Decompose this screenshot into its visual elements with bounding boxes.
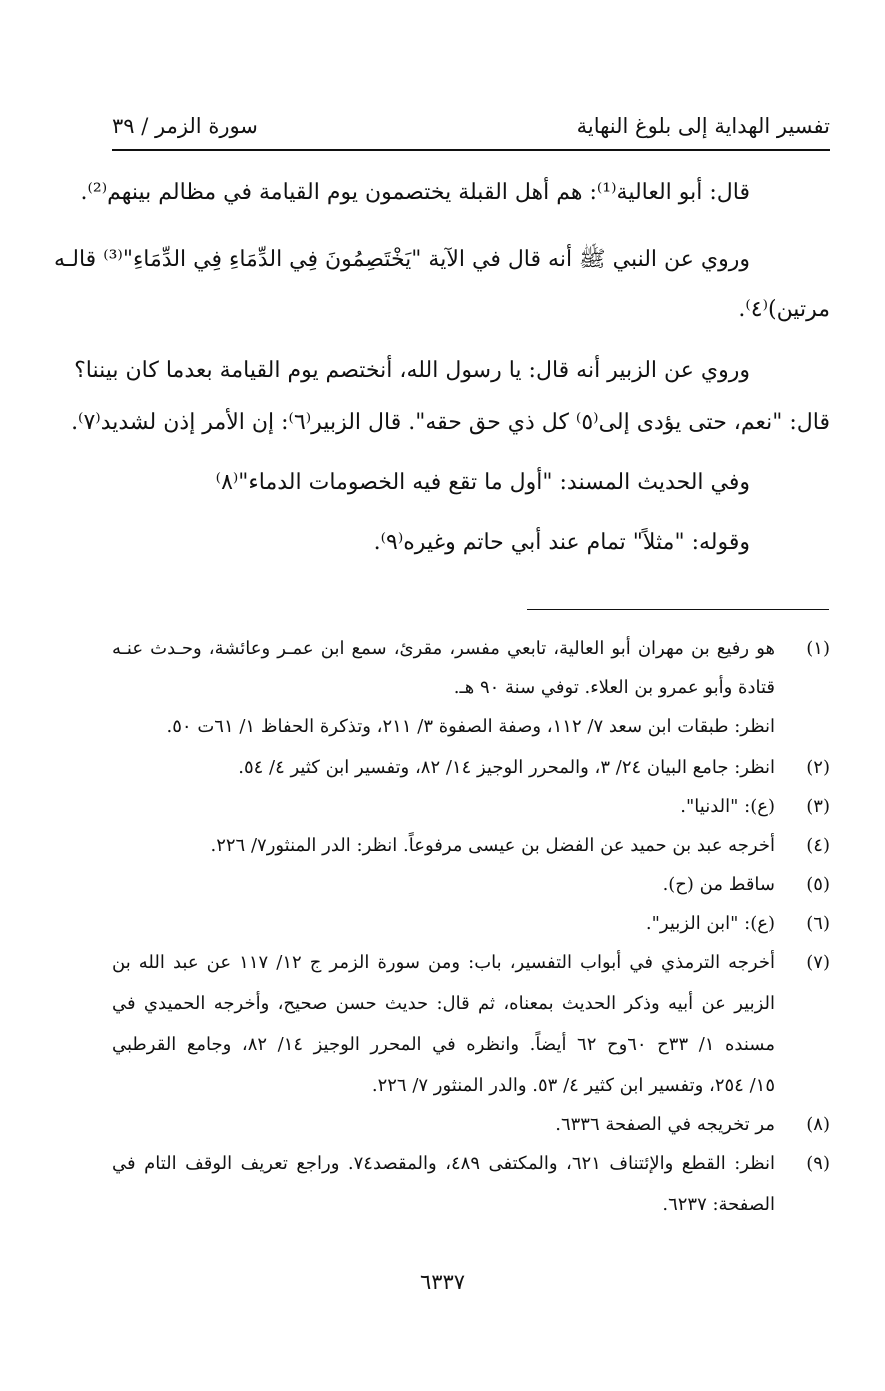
footnote-number: (٩) <box>806 1153 830 1174</box>
footnote-text: انظر: جامع البيان ٢٤/ ٣، والمحرر الوجيز ١٤/ ٨٢، وتفسير ابن كثير ٤/ ٥٤. <box>238 757 775 778</box>
footnote-text: الصفحة: ٦٢٣٧. <box>662 1194 775 1215</box>
body-line-5: قال: "نعم، حتى يؤدى إلى⁽٥⁾ كل ذي حق حقه". قال الزبير⁽٦⁾: إن الأمر إذن لشديد⁽٧⁾. <box>71 410 830 435</box>
body-line-7: وقوله: "مثلاً" تمام عند أبي حاتم وغيره⁽٩⁾. <box>373 530 750 555</box>
footnote-number: (٣) <box>806 796 830 817</box>
footnote-text: (ع): "الدنيا". <box>680 796 775 817</box>
footnote-text: انظر: طبقات ابن سعد ٧/ ١١٢، وصفة الصفوة ٣/ ٢١١، وتذكرة الحفاظ ١/ ٦١ت ٥٠. <box>166 716 775 737</box>
footnote-text: مر تخريجه في الصفحة ٦٣٣٦. <box>555 1114 775 1135</box>
footnote-text: (ع): "ابن الزبير". <box>645 913 775 934</box>
footnote-text: انظر: القطع والإئتناف ٦٢١، والمكتفى ٤٨٩، والمقصد٧٤. وراجع تعريف الوقف التام في <box>112 1153 775 1174</box>
body-line-6: وفي الحديث المسند: "أول ما تقع فيه الخصومات الدماء"⁽٨⁾ <box>215 470 750 495</box>
footnote-text: ١٥/ ٢٥٤، وتفسير ابن كثير ٤/ ٥٣. والدر المنثور ٧/ ٢٢٦. <box>371 1075 775 1096</box>
footnote-rule <box>527 609 829 610</box>
page-number: ٦٣٣٧ <box>419 1270 466 1294</box>
footnote-number: (٧) <box>806 952 830 973</box>
footnote-number: (٨) <box>806 1114 830 1135</box>
body-line-1: قال: أبو العالية⁽¹⁾: هم أهل القبلة يختصمون يوم القيامة في مظالم بينهم⁽²⁾. <box>80 180 750 205</box>
running-header <box>112 110 830 146</box>
body-line-2: وروي عن النبي ﷺ أنه قال في الآية "يَخْتَصِمُونَ فِي الدِّمَاءِ فِي الدِّمَاءِ"⁽³⁾ قالـه <box>54 247 750 272</box>
book-title: تفسير الهداية إلى بلوغ النهاية <box>576 114 830 138</box>
footnote-text: هو رفيع بن مهران أبو العالية، تابعي مفسر، مقرئ، سمع ابن عمـر وعائشة، وحـدث عنـه <box>112 638 775 659</box>
footnote-number: (١) <box>806 638 830 659</box>
surah-reference: سورة الزمر / ٣٩ <box>112 114 258 138</box>
footnote-text: أخرجه الترمذي في أبواب التفسير، باب: ومن سورة الزمر ج ١٢/ ١١٧ عن عبد الله بن <box>112 952 775 973</box>
footnote-number: (٢) <box>806 757 830 778</box>
footnote-text: قتادة وأبو عمرو بن العلاء. توفي سنة ٩٠ هـ. <box>453 677 775 698</box>
footnote-number: (٥) <box>806 874 830 895</box>
header-rule <box>112 149 830 151</box>
body-line-3: مرتين)⁽٤⁾. <box>738 297 830 322</box>
footnote-number: (٦) <box>806 913 830 934</box>
footnote-text: الزبير عن أبيه وذكر الحديث بمعناه، ثم قال: حديث حسن صحيح، وأخرجه الحميدي في <box>112 993 775 1014</box>
footnote-text: ساقط من (ح). <box>662 874 775 895</box>
body-line-4: وروي عن الزبير أنه قال: يا رسول الله، أنختصم يوم القيامة بعدما كان بيننا؟ <box>74 358 750 383</box>
footnote-text: أخرجه عبد بن حميد عن الفضل بن عيسى مرفوعاً. انظر: الدر المنثور٧/ ٢٢٦. <box>210 835 775 856</box>
footnote-text: مسنده ١/ ٣٣ح ٦٠وح ٦٢ أيضاً. وانظره في المحرر الوجيز ١٤/ ٨٢، وجامع القرطبي <box>112 1034 776 1055</box>
footnote-number: (٤) <box>806 835 830 856</box>
